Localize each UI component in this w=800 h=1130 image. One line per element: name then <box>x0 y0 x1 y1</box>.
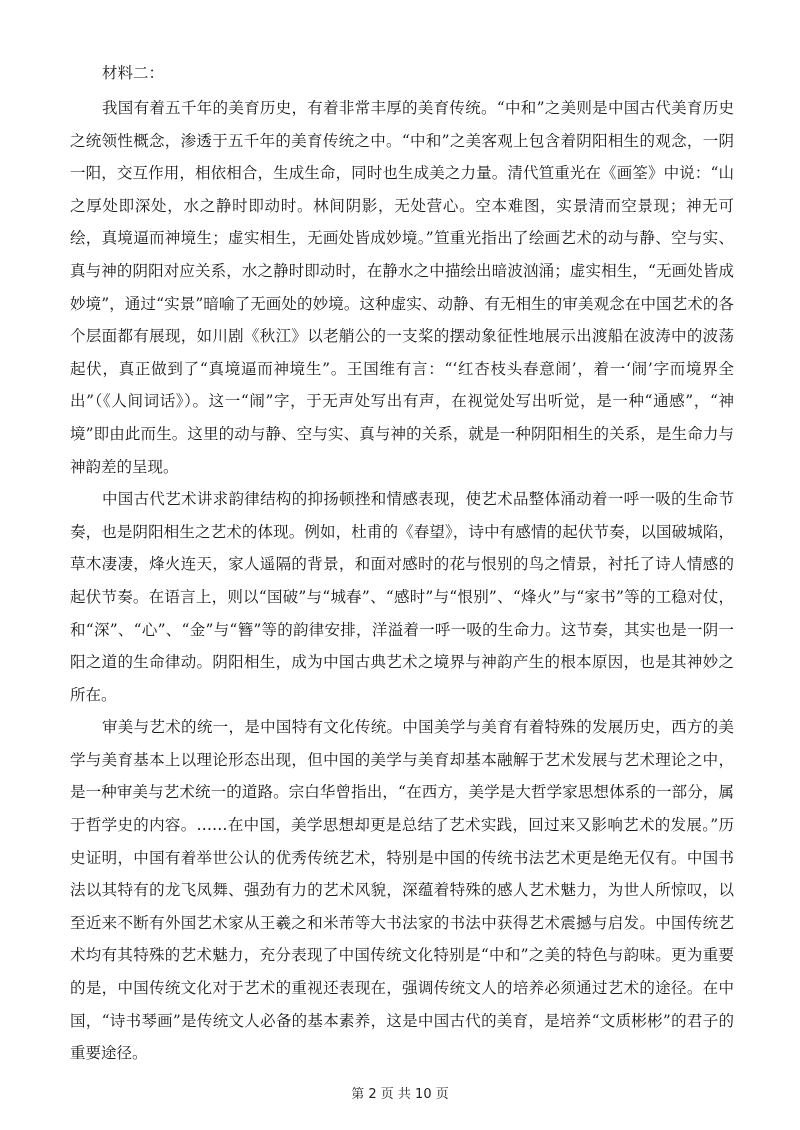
document-body <box>70 58 734 1070</box>
section-label: 材料二： <box>102 64 165 82</box>
page-number: 第 2 页 共 10 页 <box>351 1087 449 1102</box>
paragraph-aesthetics-art: 审美与艺术的统一，是中国特有文化传统。中国美学与美育有着特殊的发展历史，西方的美学与美育基本上以理论形态出现，但中国的美学与美育却基本融解于艺术发展与艺术理论之中，是一种审美与艺术统一的道路。宗白华曾指出，“在西方，美学是大哲学家思想体系的一部分，属于哲学史的内容。……在中国，美学思想却更是总结了艺术实践，回过来又影响艺术的发展。”历史证明，中国有着举世公认的优秀传统艺术，特别是中国的传统书法艺术更是绝无仅有。中国书法以其特有的龙飞凤舞、强劲有力的艺术风貌，深蕴着特殊的感人艺术魅力，为世人所惊叹，以至近来不断有外国艺术家从王羲之和米芾等大书法家的书法中获得艺术震撼与启发。中国传统艺术均有其特殊的艺术魅力，充分表现了中国传统文化特别是“中和”之美的特色与韵味。更为重要的是，中国传统文化对于艺术的重视还表现在，强调传统文人的培养必须通过艺术的途径。在中国，“诗书琴画”是传统文人必备的基本素养，这是中国古代的美育，是培养“文质彬彬”的君子的重要途径。 <box>70 718 734 1063</box>
paragraph-rhythm: 中国古代艺术讲求韵律结构的抑扬顿挫和情感表现，使艺术品整体涌动着一呼一吸的生命节奏，也是阴阳相生之艺术的体现。例如，杜甫的《春望》，诗中有感情的起伏节奏，以国破城陷，草木凄凄，烽火连天，家人遥隔的背景，和面对感时的花与恨别的鸟之情景，衬托了诗人情感的起伏节奏。在语言上，则以“国破”与“城春”、“感时”与“恨别”、“烽火”与“家书”等的工稳对仗，和“深”、“心”、“金”与“簪”等的韵律安排，洋溢着一呼一吸的生命力。这节奏，其实也是一阴一阳之道的生命律动。阴阳相生，成为中国古典艺术之境界与神韵产生的根本原因，也是其神妙之所在。 <box>70 490 734 704</box>
paragraph-yin-yang: 我国有着五千年的美育历史，有着非常丰厚的美育传统。“中和”之美则是中国古代美育历史之统领性概念，渗透于五千年的美育传统之中。“中和”之美客观上包含着阴阳相生的观念，一阴一阳，交互作用，相依相合，生成生命，同时也生成美之力量。清代笪重光在《画筌》中说：“山之厚处即深处，水之静时即动时。林间阴影，无处营心。空本难图，实景清而空景现；神无可绘，真境逼而神境生；虚实相生，无画处皆成妙境。”笪重光指出了绘画艺术的动与静、空与实、真与神的阴阳对应关系，水之静时即动时，在静水之中描绘出暗波汹涌；虚实相生，“无画处皆成妙境”，通过“实景”暗喻了无画处的妙境。这种虚实、动静、有无相生的审美观念在中国艺术的各个层面都有展现，如川剧《秋江》以老艄公的一支桨的摆动象征性地展示出渡船在波涛中的波荡起伏，真正做到了“真境逼而神境生”。王国维有言：“‘红杏枝头春意闹’，着一‘闹’字而境界全出”（《人间词话》）。这一“闹”字，于无声处写出有声，在视觉处写出听觉，是一种“通感”，“神境”即由此而生。这里的动与静、空与实、真与神的关系，就是一种阴阳相生的关系，是生命力与神韵差的呈现。 <box>70 99 734 476</box>
